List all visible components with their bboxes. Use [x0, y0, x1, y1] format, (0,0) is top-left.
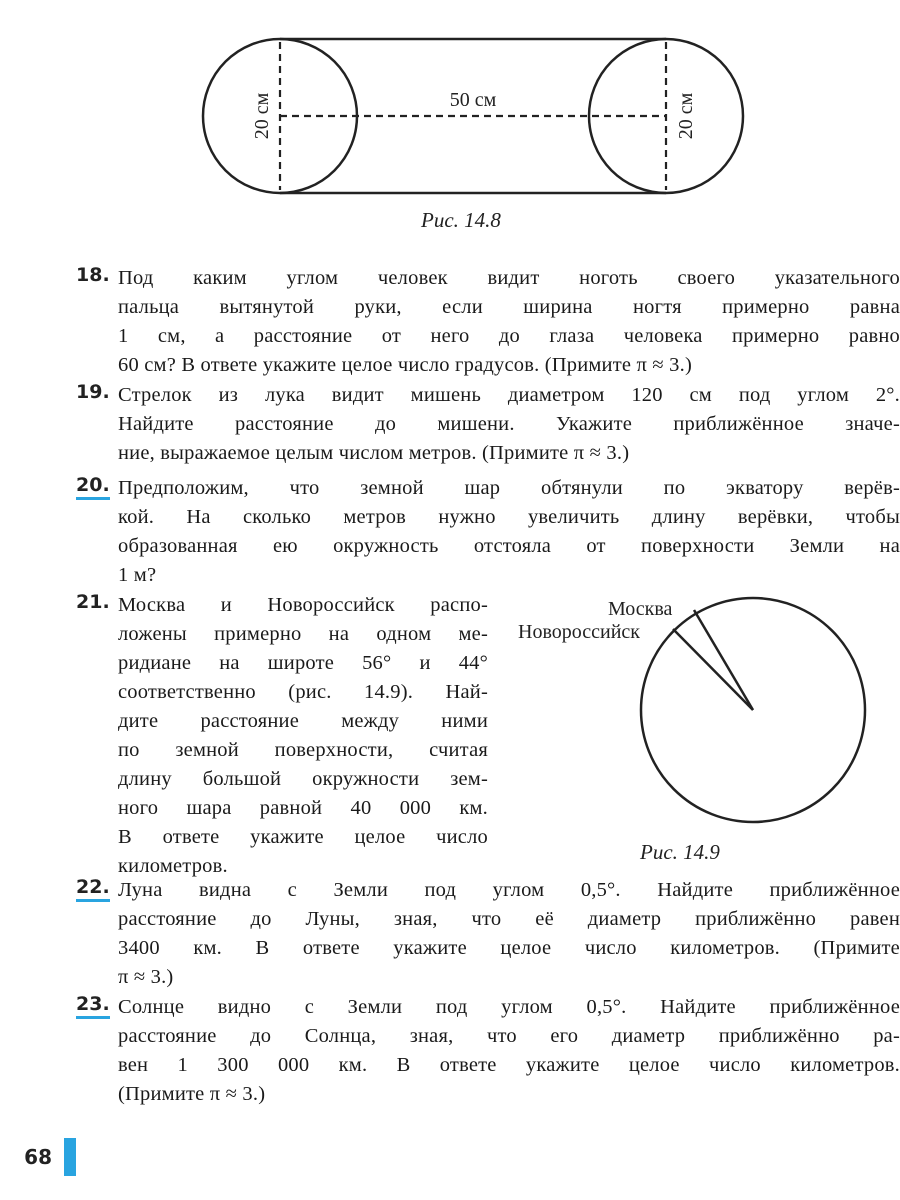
- problem-line: расстояние до Солнца, зная, что его диаметр приближённо ра-: [118, 1025, 900, 1047]
- problem-number: 21.: [76, 591, 110, 613]
- problem-line: длину большой окружности зем-: [118, 768, 488, 790]
- caption-14-9: Рис. 14.9: [640, 840, 720, 864]
- problem-number: 22.: [76, 876, 110, 902]
- problem-line: расстояние до Луны, зная, что её диаметр приближённо равен: [118, 908, 900, 930]
- problem-line: дите расстояние между ними: [118, 710, 488, 732]
- problem-number: 20.: [76, 474, 110, 500]
- label-width: 50 см: [449, 89, 497, 111]
- problem-line: Найдите расстояние до мишени. Укажите приближённое значе-: [118, 413, 900, 435]
- problem-line: 1 см, а расстояние от него до глаза человека примерно равно: [118, 325, 900, 347]
- problem-number: 18.: [76, 264, 110, 286]
- page-number-accent-bar: [64, 1138, 76, 1176]
- problem-line: по земной поверхности, считая: [118, 739, 488, 761]
- label-novorossiysk: Новороссийск: [518, 621, 641, 643]
- problem-line: (Примите π ≈ 3.): [118, 1083, 266, 1105]
- problem-line: 1 м?: [118, 564, 157, 586]
- problem-line: В ответе укажите целое число: [118, 826, 488, 848]
- page-number: 68: [24, 1145, 52, 1169]
- label-moscow: Москва: [608, 598, 673, 620]
- problem-line: кой. На сколько метров нужно увеличить длину верёвки, чтобы: [118, 506, 900, 528]
- problem-line: соответственно (рис. 14.9). Най-: [118, 681, 488, 703]
- problem-line: 3400 км. В ответе укажите целое число километров. (Примите: [118, 937, 900, 959]
- problem-line: Москва и Новороссийск распо-: [118, 594, 488, 616]
- problem-line: ние, выражаемое целым числом метров. (Примите π ≈ 3.): [118, 442, 630, 464]
- problem-line: Луна видна с Земли под углом 0,5°. Найдите приближённое: [118, 879, 900, 901]
- problem-line: километров.: [118, 855, 228, 877]
- problem-line: ного шара равной 40 000 км.: [118, 797, 488, 819]
- problem-line: вен 1 300 000 км. В ответе укажите целое число километров.: [118, 1054, 900, 1076]
- problem-line: Предположим, что земной шар обтянули по экватору верёв-: [118, 477, 900, 499]
- problem-line: образованная ею окружность отстояла от поверхности Земли на: [118, 535, 900, 557]
- problem-line: пальца вытянутой руки, если ширина ногтя примерно равна: [118, 296, 900, 318]
- problem-number: 23.: [76, 993, 110, 1019]
- problem-line: Под каким углом человек видит ноготь своего указательного: [118, 267, 900, 289]
- problem-line: ложены примерно на одном ме-: [118, 623, 488, 645]
- problem-line: 60 см? В ответе укажите целое число градусов. (Примите π ≈ 3.): [118, 354, 692, 376]
- label-left-height: 20 см: [251, 92, 273, 140]
- problem-line: Стрелок из лука видит мишень диаметром 120 см под углом 2°.: [118, 384, 900, 406]
- problem-line: π ≈ 3.): [118, 966, 174, 988]
- figure-14-9: [510, 590, 880, 850]
- label-right-height: 20 см: [675, 92, 697, 140]
- caption-14-8: Рис. 14.8: [421, 208, 501, 232]
- problem-number: 19.: [76, 381, 110, 403]
- problem-line: ридиане на широте 56° и 44°: [118, 652, 488, 674]
- figure-14-8: [190, 30, 760, 210]
- problem-line: Солнце видно с Земли под углом 0,5°. Найдите приближённое: [118, 996, 900, 1018]
